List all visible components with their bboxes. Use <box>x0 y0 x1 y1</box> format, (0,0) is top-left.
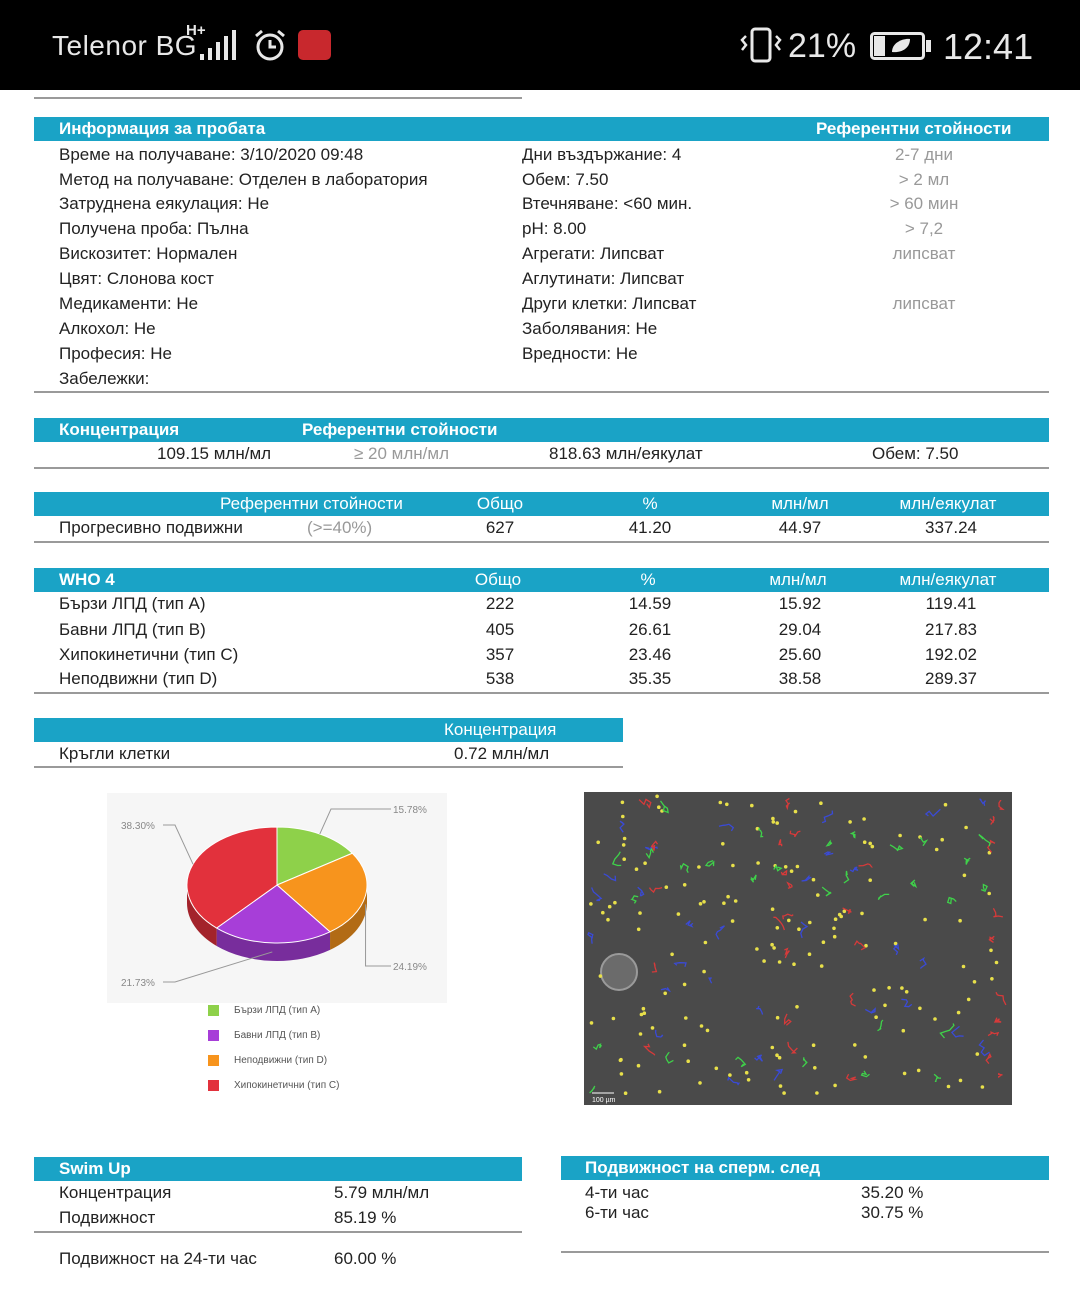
cell-marker <box>590 1021 594 1025</box>
cell-marker <box>621 815 625 819</box>
cell-marker <box>812 1043 816 1047</box>
cell-marker <box>959 1079 963 1083</box>
table-cell: 192.02 <box>925 645 977 664</box>
cell-marker <box>808 952 812 956</box>
legend-swatch <box>208 1030 219 1041</box>
cell-marker <box>973 980 977 984</box>
cell-marker <box>721 842 725 846</box>
cell-marker <box>770 943 774 947</box>
cell-marker <box>776 1016 780 1020</box>
concentration-ref-title: Референтни стойности <box>302 420 498 439</box>
cell-marker <box>989 949 993 953</box>
concentration-value: 109.15 млн/мл <box>157 444 272 463</box>
signal-icon <box>200 30 244 62</box>
sample-field: Време на получаване: 3/10/2020 09:48 <box>59 145 364 164</box>
table-cell: 44.97 <box>778 518 822 537</box>
round-cells-value: 0.72 млн/мл <box>454 744 550 763</box>
table-cell: 289.37 <box>925 669 977 688</box>
swim-up-value: 5.79 млн/мл <box>334 1183 430 1202</box>
divider <box>34 1231 522 1233</box>
cell-marker <box>655 795 659 799</box>
cell-marker <box>728 1073 732 1077</box>
cell-marker <box>940 838 944 842</box>
cell-marker <box>722 901 726 905</box>
huawei-app-icon <box>298 30 331 60</box>
table-cell: 35.35 <box>628 669 672 688</box>
clock: 12:41 <box>943 26 1034 67</box>
cell-marker <box>832 927 836 931</box>
volume-value: Обем: 7.50 <box>872 444 959 463</box>
legend-swatch <box>208 1005 219 1016</box>
pie-data-label: 15.78% <box>393 805 427 816</box>
cell-marker <box>699 902 703 906</box>
cell-marker <box>905 990 909 994</box>
cell-marker <box>790 869 794 873</box>
cell-marker <box>756 861 760 865</box>
cell-marker <box>967 998 971 1002</box>
cell-marker <box>779 1084 783 1088</box>
cell-marker <box>663 992 667 996</box>
who4-header <box>34 568 1049 592</box>
table-cell: 538 <box>485 669 515 688</box>
reference-value: > 60 мин <box>889 194 959 213</box>
cell-marker <box>683 983 687 987</box>
cell-marker <box>702 970 706 974</box>
cell-marker <box>771 1046 775 1050</box>
cell-marker <box>820 964 824 968</box>
sample-field: Втечняване: <60 мин. <box>522 194 693 213</box>
table-cell: Хипокинетични (тип С) <box>59 645 239 664</box>
swim-up-header <box>34 1157 522 1181</box>
legend-label: Бавни ЛПД (тип В) <box>234 1030 321 1041</box>
cell-marker <box>702 900 706 904</box>
table-cell: 41.20 <box>628 518 672 537</box>
progressive-ref: (>=40%) <box>307 518 373 537</box>
sample-field: Медикаменти: Не <box>59 294 199 313</box>
sample-field: Забележки: <box>59 369 150 388</box>
legend-swatch <box>208 1080 219 1091</box>
cell-marker <box>923 918 927 922</box>
cell-marker <box>976 1052 980 1056</box>
cell-marker <box>887 986 891 990</box>
cell-marker <box>638 911 642 915</box>
legend-label: Неподвижни (тип D) <box>234 1055 328 1066</box>
cell-marker <box>868 842 872 846</box>
cell-marker <box>957 1011 961 1015</box>
cell-marker <box>771 907 775 911</box>
column-header: % <box>642 494 658 513</box>
cell-marker <box>898 834 902 838</box>
cell-marker <box>815 1091 819 1095</box>
concentration-title: Концентрация <box>59 420 180 439</box>
cell-marker <box>772 820 776 824</box>
sample-field: Заболявания: Не <box>522 319 658 338</box>
cell-marker <box>990 977 994 981</box>
cell-marker <box>796 865 800 869</box>
cell-marker <box>816 893 820 897</box>
cell-marker <box>995 961 999 965</box>
cell-marker <box>725 803 729 807</box>
round-cells-label: Кръгли клетки <box>59 744 171 763</box>
cell-marker <box>606 918 610 922</box>
cell-marker <box>747 1078 751 1082</box>
sample-field: Аглутинати: Липсват <box>522 269 685 288</box>
column-header: млн/еякулат <box>899 570 997 589</box>
concentration-ref: ≥ 20 млн/мл <box>354 444 450 463</box>
cell-marker <box>601 911 605 915</box>
sample-field: Дни въздържание: 4 <box>522 145 682 164</box>
swim-up-label: Концентрация <box>59 1183 172 1202</box>
motility-after-value: 30.75 % <box>861 1203 924 1222</box>
cell-marker <box>700 1024 704 1028</box>
cell-marker <box>686 1059 690 1063</box>
round-cells-column-header: Концентрация <box>444 720 557 739</box>
cell-marker <box>731 864 735 868</box>
cell-marker <box>762 959 766 963</box>
sample-field: Получена проба: Пълна <box>59 219 249 238</box>
cell-marker <box>704 941 708 945</box>
cell-marker <box>944 803 948 807</box>
status-bar <box>0 0 1080 90</box>
cell-marker <box>657 805 661 809</box>
cell-marker <box>622 857 626 861</box>
alarm-icon <box>253 28 287 62</box>
cell-marker <box>794 810 798 814</box>
concentration-header <box>34 418 1049 442</box>
carrier-name: Telenor BG <box>52 30 198 61</box>
cell-marker <box>639 1032 643 1036</box>
cell-marker <box>871 845 875 849</box>
table-cell: 15.92 <box>778 594 822 613</box>
cell-marker <box>771 817 775 821</box>
cell-marker <box>987 892 991 896</box>
table-cell: 38.58 <box>778 669 822 688</box>
table-cell: 357 <box>485 645 515 664</box>
divider <box>34 541 1049 543</box>
cell-marker <box>734 899 738 903</box>
battery-percentage: 21% <box>788 27 857 65</box>
column-header: Общо <box>476 494 524 513</box>
column-header: Общо <box>474 570 522 589</box>
cell-marker <box>808 921 812 925</box>
cell-marker <box>868 878 872 882</box>
cell-marker <box>883 1004 887 1008</box>
cell-marker <box>619 1059 623 1063</box>
cell-marker <box>613 901 617 905</box>
cell-marker <box>677 912 681 916</box>
sample-info-header <box>34 117 1049 141</box>
sample-field: Агрегати: Липсват <box>522 244 665 263</box>
cell-marker <box>643 861 647 865</box>
table-cell: 25.60 <box>778 645 822 664</box>
sample-field: Алкохол: Не <box>59 319 156 338</box>
swim-up-value: 85.19 % <box>334 1208 397 1227</box>
network-type-label: H+ <box>186 22 206 39</box>
table-cell: 29.04 <box>778 620 822 639</box>
cell-marker <box>782 1091 786 1095</box>
cell-marker <box>935 848 939 852</box>
progressive-header <box>34 492 1049 516</box>
cell-marker <box>622 843 626 847</box>
column-header: млн/еякулат <box>899 494 997 513</box>
cell-marker <box>775 821 779 825</box>
cell-marker <box>864 1055 868 1059</box>
legend-label: Хипокинетични (тип С) <box>234 1080 340 1091</box>
pie-data-label: 21.73% <box>121 978 155 989</box>
table-cell: 14.59 <box>628 594 672 613</box>
cell-marker <box>902 1029 906 1033</box>
sample-field: pH: 8.00 <box>522 219 587 238</box>
cell-marker <box>834 917 838 921</box>
column-header: Референтни стойности <box>220 494 403 513</box>
cell-marker <box>963 874 967 878</box>
cell-marker <box>670 953 674 957</box>
divider-top <box>34 97 522 99</box>
table-cell: 26.61 <box>628 620 672 639</box>
cell-marker <box>731 919 735 923</box>
vibrate-icon <box>740 26 782 64</box>
swim-up-label: Подвижност <box>59 1208 156 1227</box>
cell-marker <box>860 912 864 916</box>
motility-after-value: 35.20 % <box>861 1183 924 1202</box>
divider <box>34 467 1049 469</box>
cell-marker <box>918 1007 922 1011</box>
cell-marker <box>833 1084 837 1088</box>
cell-marker <box>778 960 782 964</box>
pie-data-label: 38.30% <box>121 821 155 832</box>
table-cell: 405 <box>485 620 515 639</box>
cell-marker <box>643 1011 647 1015</box>
divider <box>34 766 623 768</box>
cell-marker <box>947 1085 951 1089</box>
cell-marker <box>612 1017 616 1021</box>
table-cell: 23.46 <box>628 645 672 664</box>
cell-marker <box>697 865 701 869</box>
reference-value: липсват <box>892 244 956 263</box>
cell-marker <box>589 902 593 906</box>
cell-marker <box>787 919 791 923</box>
legend-swatch <box>208 1055 219 1066</box>
table-cell: Бързи ЛПД (тип А) <box>59 594 206 613</box>
cell-marker <box>665 885 669 889</box>
cell-marker <box>623 837 627 841</box>
cell-marker <box>715 1067 719 1071</box>
column-header: % <box>640 570 656 589</box>
column-header: млн/мл <box>769 570 827 589</box>
cell-marker <box>778 1056 782 1060</box>
reference-values-title: Референтни стойности <box>816 119 1012 138</box>
cell-marker <box>812 878 816 882</box>
microscope-image <box>584 792 1012 1105</box>
cell-marker <box>819 801 823 805</box>
table-cell: Неподвижни (тип D) <box>59 669 218 688</box>
cell-marker <box>872 988 876 992</box>
cell-marker <box>797 927 801 931</box>
cell-marker <box>903 1072 907 1076</box>
cell-marker <box>642 1007 646 1011</box>
cell-marker <box>792 962 796 966</box>
divider <box>561 1251 1049 1253</box>
cell-marker <box>683 1043 687 1047</box>
sample-field: Вискозитет: Нормален <box>59 244 238 263</box>
cell-marker <box>620 1072 624 1076</box>
sample-field: Други клетки: Липсват <box>522 294 697 313</box>
sample-field: Обем: 7.50 <box>522 170 609 189</box>
cell-marker <box>958 919 962 923</box>
cell-marker <box>772 946 776 950</box>
cell-marker <box>822 940 826 944</box>
cell-marker <box>624 1091 628 1095</box>
concentration-per-ejaculate: 818.63 млн/еякулат <box>549 444 703 463</box>
table-cell: 337.24 <box>925 518 977 537</box>
swim-up-title: Swim Up <box>59 1159 131 1178</box>
cell-marker <box>795 1005 799 1009</box>
cell-marker <box>750 804 754 808</box>
legend-label: Бързи ЛПД (тип А) <box>234 1005 321 1016</box>
column-header: млн/мл <box>771 494 829 513</box>
cell-marker <box>900 986 904 990</box>
motility-after-header <box>561 1156 1049 1180</box>
cell-marker <box>833 935 837 939</box>
cell-marker <box>621 801 625 805</box>
round-cells-header <box>34 718 623 742</box>
cell-marker <box>962 965 966 969</box>
cell-marker <box>853 1043 857 1047</box>
cell-marker <box>848 820 852 824</box>
cell-marker <box>698 1081 702 1085</box>
sample-field: Затруднена еякулация: Не <box>59 194 270 213</box>
cell-marker <box>599 974 603 978</box>
reference-value: > 7,2 <box>904 219 944 238</box>
cell-marker <box>719 801 723 805</box>
sample-field: Цвят: Слонова кост <box>59 269 214 288</box>
reference-value: липсват <box>892 294 956 313</box>
cell-marker <box>933 1017 937 1021</box>
reference-value: 2-7 дни <box>894 145 954 164</box>
motility-pie-chart <box>107 793 447 1003</box>
cell-marker <box>964 826 968 830</box>
battery-saver-icon <box>870 32 932 60</box>
motility-after-title: Подвижност на сперм. след <box>585 1158 821 1177</box>
reference-value: > 2 мл <box>898 170 950 189</box>
cell-marker <box>874 1015 878 1019</box>
cell-marker <box>684 1016 688 1020</box>
cell-marker <box>981 1085 985 1089</box>
cell-marker <box>863 840 867 844</box>
cell-marker <box>658 1090 662 1094</box>
cell-marker <box>745 1071 749 1075</box>
cell-marker <box>776 926 780 930</box>
cell-marker <box>726 895 730 899</box>
cell-marker <box>596 841 600 845</box>
cell-marker <box>755 947 759 951</box>
sample-field: Професия: Не <box>59 344 172 363</box>
sample-field: Вредности: Не <box>522 344 638 363</box>
table-cell: Бавни ЛПД (тип В) <box>59 620 206 639</box>
cell-marker <box>813 1066 817 1070</box>
table-cell: 627 <box>485 518 515 537</box>
cell-marker <box>608 905 612 909</box>
cell-marker <box>838 913 842 917</box>
cell-marker <box>862 817 866 821</box>
motility-after-label: 6-ти час <box>585 1203 649 1222</box>
cell-marker <box>917 1069 921 1073</box>
table-cell: 119.41 <box>925 594 977 613</box>
cell-marker <box>651 1026 655 1030</box>
divider <box>34 692 1049 694</box>
cell-marker <box>784 865 788 869</box>
divider <box>34 391 1049 393</box>
motility-24h-label: Подвижност на 24-ти час <box>59 1249 257 1268</box>
cell-marker <box>637 1064 641 1068</box>
cell-marker <box>706 1029 710 1033</box>
scale-bar-label: 100 µm <box>592 1097 616 1104</box>
progressive-label: Прогресивно подвижни <box>59 518 243 537</box>
motility-after-label: 4-ти час <box>585 1183 649 1202</box>
who4-title: WHO 4 <box>59 570 115 589</box>
sample-field: Метод на получаване: Отделен в лаборатория <box>59 170 428 189</box>
table-cell: 217.83 <box>925 620 977 639</box>
cell-marker <box>635 867 639 871</box>
table-cell: 222 <box>485 594 515 613</box>
motility-24h-value: 60.00 % <box>334 1249 397 1268</box>
sample-info-title: Информация за пробата <box>59 119 266 138</box>
cell-marker <box>775 1053 779 1057</box>
pie-data-label: 24.19% <box>393 962 427 973</box>
cell-marker <box>637 928 641 932</box>
cell-marker <box>683 883 687 887</box>
